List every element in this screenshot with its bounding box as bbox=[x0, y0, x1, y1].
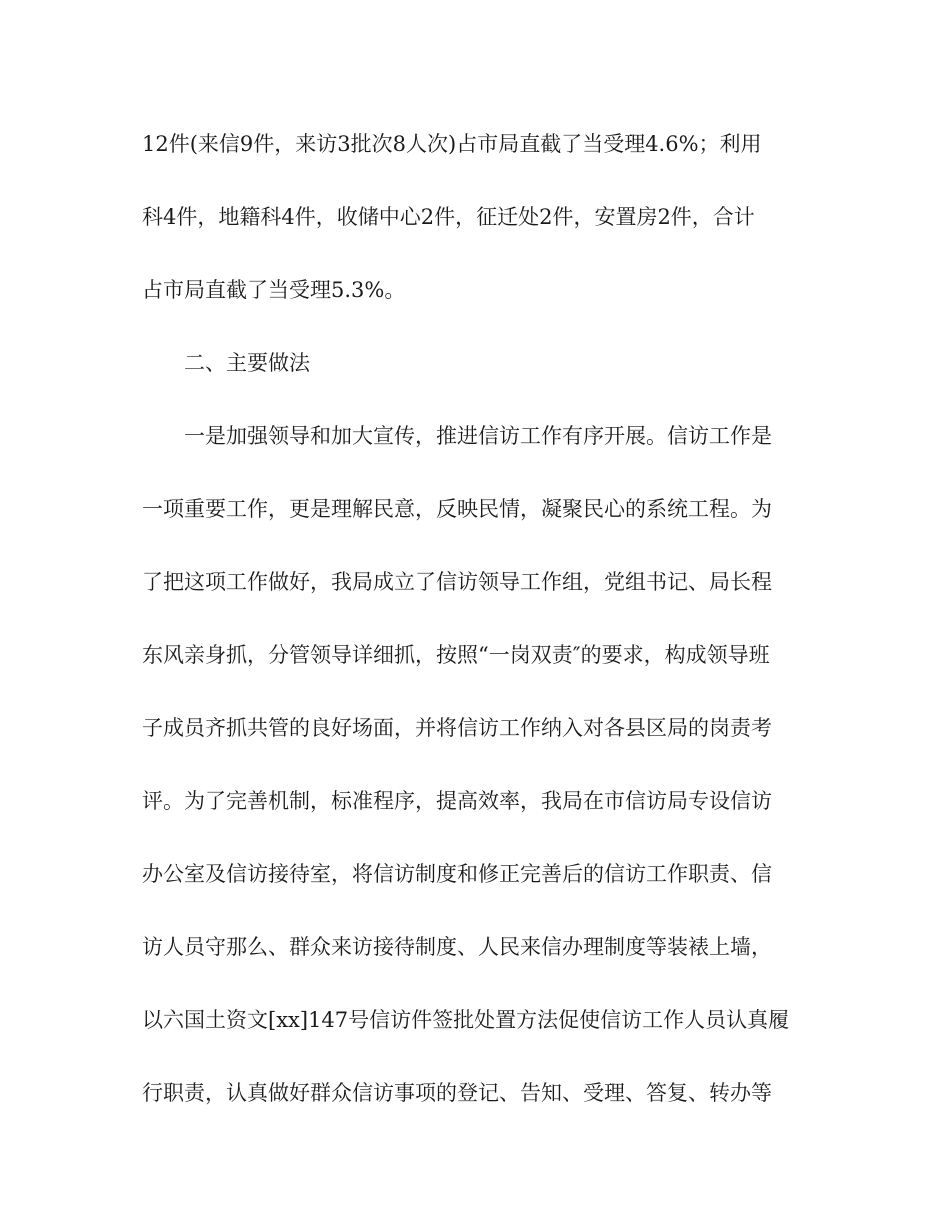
text-line: 子成员齐抓共管的良好场面，并将信访工作纳入对各县区局的岗责考 bbox=[142, 716, 772, 740]
text-line: 一项重要工作，更是理解民意，反映民情，凝聚民心的系统工程。为 bbox=[142, 497, 772, 521]
text-line: 评。为了完善机制，标准程序，提高效率，我局在市信访局专设信访 bbox=[142, 789, 772, 813]
text-line: 以六国土资文[xx]147号信访件签批处置方法促使信访工作人员认真履 bbox=[142, 1008, 790, 1032]
text-line: 访人员守那么、群众来访接待制度、人民来信办理制度等装裱上墙， bbox=[142, 935, 772, 959]
text-line: 东风亲身抓，分管领导详细抓，按照“一岗双责″的要求，构成领导班 bbox=[142, 643, 770, 667]
text-line: 一是加强领导和加大宣传，推进信访工作有序开展。信访工作是 bbox=[184, 424, 772, 448]
text-line: 科4件，地籍科4件，收储中心2件，征迁处2件，安置房2件，合计 bbox=[142, 205, 755, 229]
text-line: 办公室及信访接待室，将信访制度和修正完善后的信访工作职责、信 bbox=[142, 862, 772, 886]
text-line: 行职责，认真做好群众信访事项的登记、告知、受理、答复、转办等 bbox=[142, 1081, 772, 1105]
text-line: 了把这项工作做好，我局成立了信访领导工作组，党组书记、局长程 bbox=[142, 570, 772, 594]
text-line: 占市局直截了当受理5.3%。 bbox=[142, 278, 406, 302]
text-line: 12件(来信9件，来访3批次8人次)占市局直截了当受理4.6%；利用 bbox=[142, 132, 762, 156]
section-heading: 二、主要做法 bbox=[184, 351, 310, 375]
